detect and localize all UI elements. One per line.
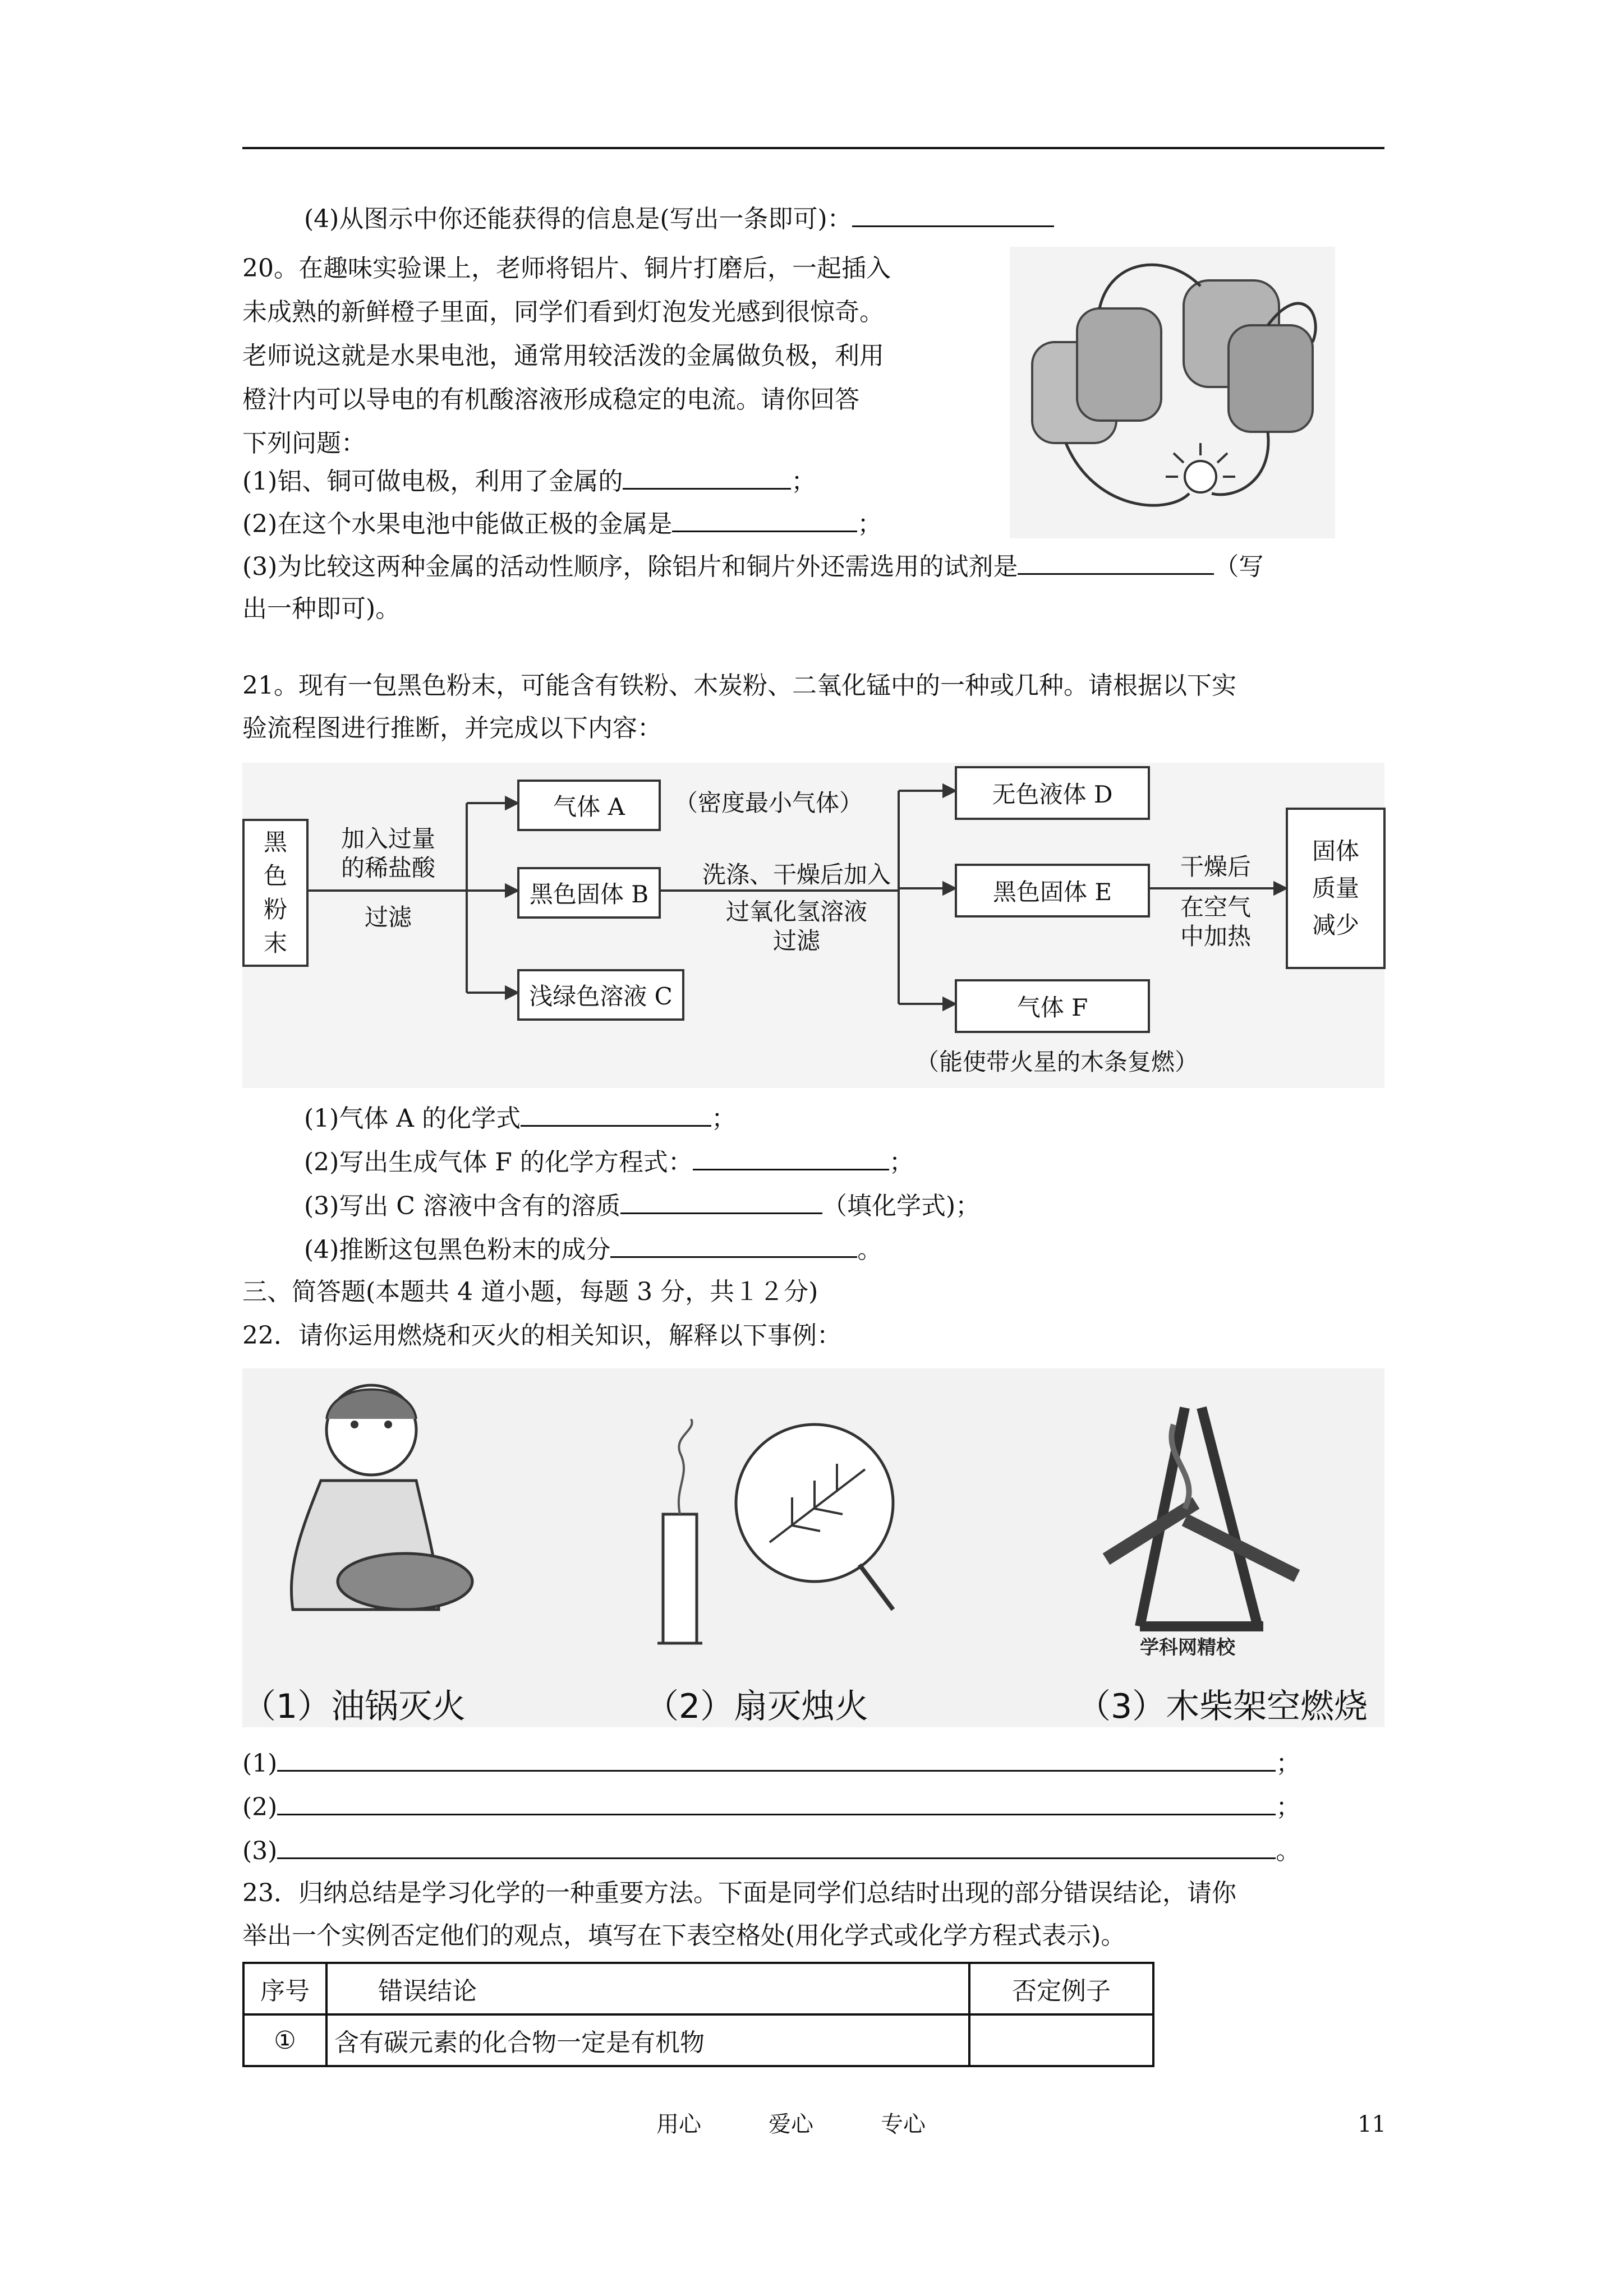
wood-stack-illustration [1073, 1391, 1331, 1654]
flow-result-box [1286, 808, 1386, 969]
flow-box-gas-a: 气体 A [517, 780, 661, 831]
q22-intro: 22．请你运用燃烧和灭火的相关知识，解释以下事例： [242, 1321, 841, 1350]
flow-box-solid-e: 黑色固体 E [955, 864, 1150, 918]
flow-step2-line: 过氧化氢溶液 [725, 898, 867, 925]
q20-q3: (3)为比较这两种金属的活动性顺序，除铝片和铜片外还需选用的试剂是 （写 [242, 551, 1263, 583]
candle-fan-illustration [624, 1419, 938, 1654]
table-header-row [243, 1963, 1153, 2014]
q20-q3-cont: 出一种即可)。 [242, 594, 401, 623]
q21-q4-answer-blank[interactable] [610, 1234, 857, 1258]
table-header-cell: 序号 [243, 1963, 326, 2014]
q20-intro-line: 20。在趣味实验课上，老师将铝片、铜片打磨后，一起插入 [242, 254, 891, 283]
table-header-cell [326, 1963, 969, 2014]
q21-q3: (3)写出 C 溶液中含有的溶质 （填化学式)； [304, 1190, 980, 1222]
q22-caption-2: （2）扇灭烛火 [645, 1687, 869, 1726]
q22-caption-3: （3）木柴架空燃烧 [1077, 1687, 1368, 1726]
flow-step1-line: 的稀盐酸 [341, 854, 435, 882]
flow-start-char: 末 [263, 929, 287, 957]
q21-q2: (2)写出生成气体 F 的化学方程式： ； [304, 1146, 914, 1178]
q21-q3-answer-blank[interactable] [620, 1190, 822, 1214]
section-title: 三、简答题(本题共 4 道小题，每题 3 分，共１２分) [242, 1278, 818, 1306]
flow-start-char: 色 [263, 862, 287, 889]
flow-step3-label [1168, 852, 1263, 951]
flow-step3-line: 中加热 [1180, 923, 1251, 950]
q21-q2-answer-blank[interactable] [693, 1146, 889, 1170]
q22-answer-2: (2) ； [242, 1791, 1300, 1823]
q20-q1: (1)铝、铜可做电极，利用了金属的 ； [242, 465, 816, 497]
header-rule [242, 147, 1384, 149]
flow-start-char: 黑 [263, 828, 287, 856]
page-number: 11 [1358, 2111, 1386, 2137]
flow-step3-line: 在空气 [1180, 893, 1251, 921]
q22-answer-3-blank[interactable] [277, 1835, 1276, 1859]
q21-intro: 21。现有一包黑色粉末，可能含有铁粉、木炭粉、二氧化锰中的一种或几种。请根据以下实 [242, 671, 1236, 700]
q20-q2: (2)在这个水果电池中能做正极的金属是 ； [242, 508, 882, 540]
q20-q2-answer-blank[interactable] [672, 508, 857, 532]
q22-answer-1-blank[interactable] [277, 1748, 1276, 1772]
flow-start-box [242, 819, 309, 967]
q21-q1: (1)气体 A 的化学式 ； [304, 1103, 736, 1135]
table-header-cell: 否定例子 [969, 1963, 1153, 2014]
q22-answer-2-blank[interactable] [277, 1791, 1276, 1815]
flow-result-line: 质量 [1312, 874, 1359, 902]
q20-intro-line: 下列问题： [242, 429, 366, 458]
flow-step2-line: 过滤 [772, 927, 820, 955]
footer-text: 专心 [881, 2111, 926, 2137]
table-row [243, 2014, 1153, 2066]
footer-text: 用心 [656, 2111, 701, 2137]
q21-intro: 验流程图进行推断，并完成以下内容： [242, 714, 662, 743]
flow-step1-label [321, 824, 456, 932]
q20-intro-line: 未成熟的新鲜橙子里面，同学们看到灯泡发光感到很惊奇。 [242, 298, 884, 326]
flow-step1-line: 加入过量 [341, 825, 435, 852]
q19-item4-answer-blank[interactable] [852, 203, 1054, 227]
q22-answer-1: (1) ； [242, 1748, 1300, 1779]
oil-pan-illustration [254, 1368, 489, 1638]
q19-item4: (4)从图示中你还能获得的信息是(写出一条即可)： [304, 203, 1054, 235]
q21-q1-answer-blank[interactable] [521, 1103, 711, 1127]
q20-q1-answer-blank[interactable] [623, 465, 791, 490]
flow-step3-line: 干燥后 [1180, 853, 1251, 880]
flow-result-line: 减少 [1312, 911, 1359, 939]
table-header-text: 错误结论 [378, 1977, 477, 2005]
flow-box-gas-f: 气体 F [955, 979, 1150, 1033]
q23-intro: 举出一个实例否定他们的观点，填写在下表空格处(用化学式或化学方程式表示)。 [242, 1921, 1126, 1950]
flow-gas-a-note: （密度最小气体） [674, 789, 863, 817]
flow-box-liquid-d: 无色液体 D [955, 766, 1150, 820]
q22-answer-3: (3) 。 [242, 1835, 1300, 1867]
table-cell-conclusion: 含有碳元素的化合物一定是有机物 [326, 2014, 969, 2066]
q21-flowchart [242, 763, 1384, 1088]
q20-q3-answer-blank[interactable] [1018, 551, 1214, 575]
q22-illustrations [242, 1368, 1384, 1727]
q20-intro [242, 247, 891, 465]
flow-box-solid-b: 黑色固体 B [517, 867, 661, 919]
flow-step1-line: 过滤 [364, 903, 412, 931]
flow-box-solution-c: 浅绿色溶液 C [517, 969, 684, 1021]
table-cell-example-answer[interactable] [969, 2014, 1153, 2066]
fruit-battery-illustration [1010, 247, 1335, 538]
flow-start-char: 粉 [263, 896, 287, 923]
q21-q4: (4)推断这包黑色粉末的成分 。 [304, 1234, 882, 1266]
table-cell-number: ① [243, 2014, 326, 2066]
flow-gas-f-note: （能使带火星的木条复燃） [915, 1048, 1199, 1076]
q23-intro: 23．归纳总结是学习化学的一种重要方法。下面是同学们总结时出现的部分错误结论，请你 [242, 1879, 1236, 1907]
q22-caption-1: （1）油锅灭火 [242, 1687, 466, 1726]
footer-text: 爱心 [769, 2111, 813, 2137]
flow-step2-line: 洗涤、干燥后加入 [702, 861, 891, 888]
flow-step2-label [701, 860, 892, 956]
flow-result-line: 固体 [1312, 837, 1359, 865]
q20-intro-line: 老师说这就是水果电池，通常用较活泼的金属做负极，利用 [242, 342, 884, 370]
q20-intro-line: 橙汁内可以导电的有机酸溶液形成稳定的电流。请你回答 [242, 385, 859, 414]
watermark-text: 学科网精校 [1140, 1636, 1235, 1659]
q23-table [242, 1962, 1154, 2067]
